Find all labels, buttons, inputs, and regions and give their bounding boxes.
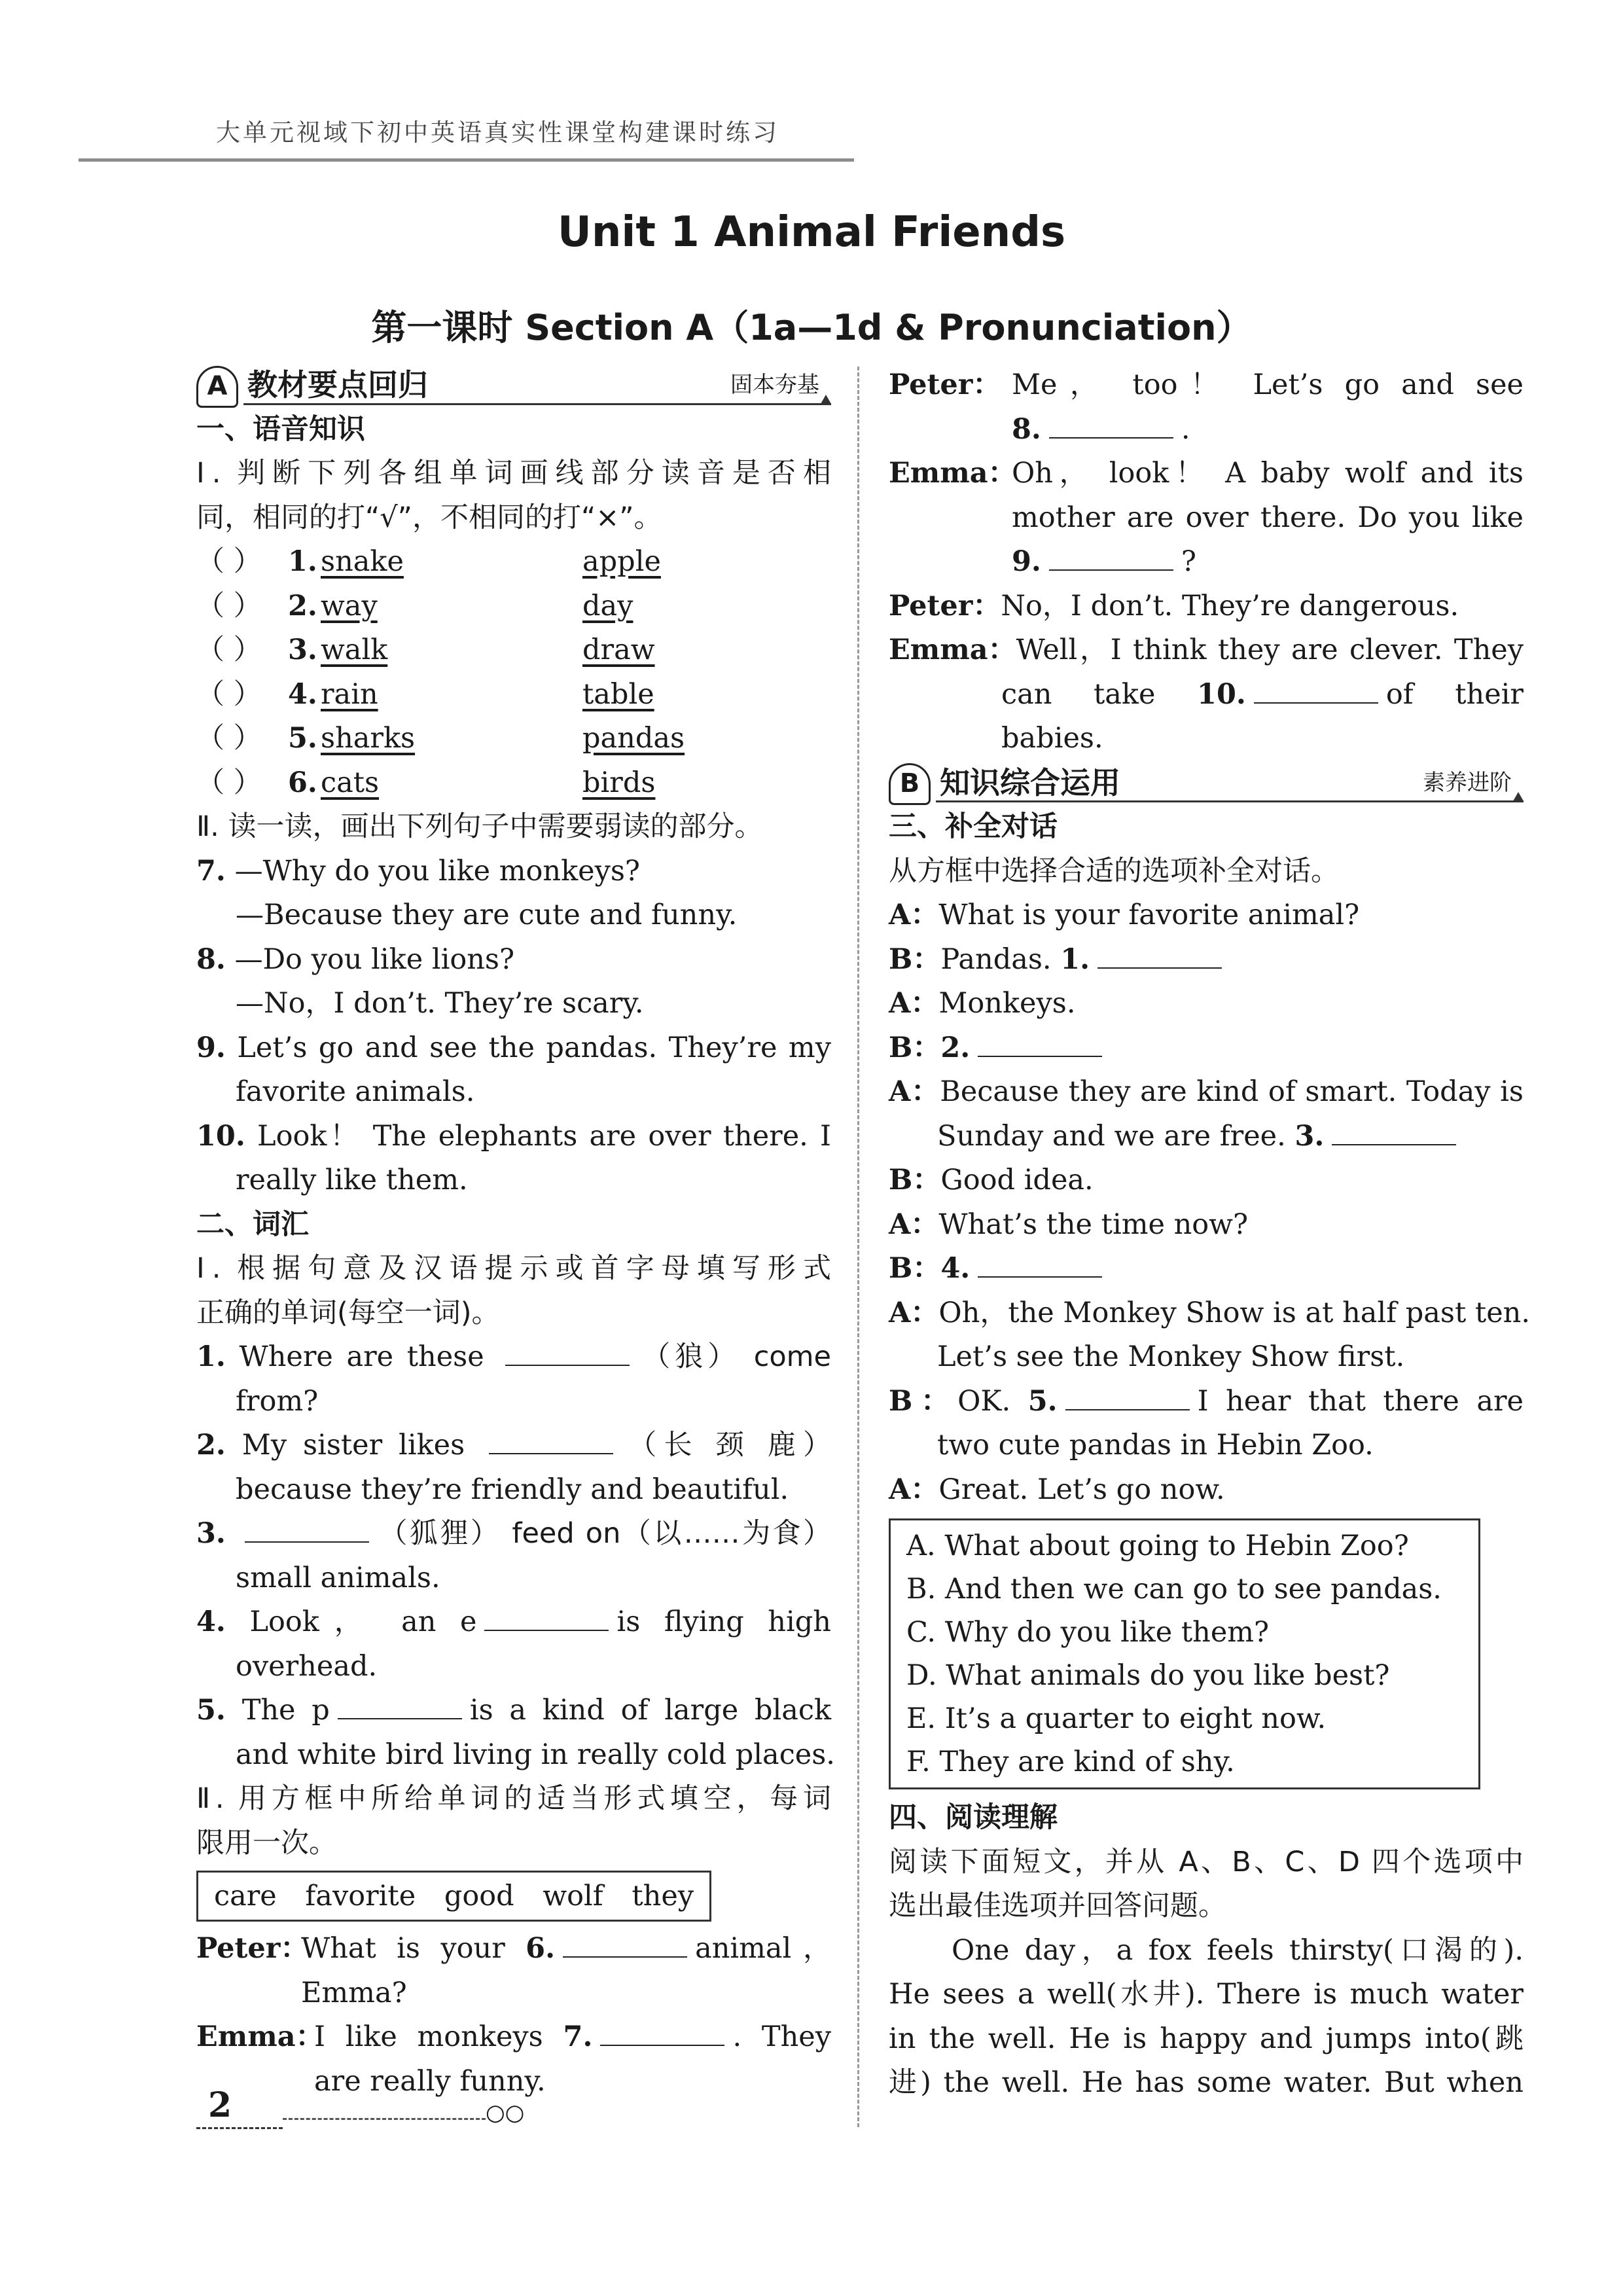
heading-dialogue: 三、补全对话 — [889, 810, 1058, 843]
answer-blank[interactable] — [1065, 1383, 1190, 1410]
instruction: Ⅰ. 判断下列各组单词画线部分读音是否相 — [196, 457, 831, 490]
circles-icon: ○○ — [486, 2100, 525, 2126]
answer-blank[interactable] — [1254, 676, 1378, 704]
dialogue-line: Emma： I like monkeys 7. . They — [196, 2015, 831, 2060]
triangle-icon — [821, 395, 831, 404]
phonics-item[interactable]: （ ） 2. way day — [196, 589, 633, 622]
answer-blank[interactable] — [1049, 411, 1173, 439]
word-box: care favorite good wolf they — [196, 1871, 711, 1922]
sentence[interactable]: really like them. — [236, 1164, 468, 1196]
heading-phonics: 一、语音知识 — [196, 412, 365, 446]
part-a-tag: 固本夯基 — [730, 372, 819, 398]
answer-blank[interactable] — [1049, 543, 1173, 571]
part-a-badge-icon: A — [196, 366, 238, 408]
phonics-item[interactable]: （ ） 3. walk draw — [196, 634, 655, 666]
phonics-item[interactable]: （ ） 1. snake apple — [196, 545, 661, 578]
answer-blank[interactable] — [600, 2018, 724, 2046]
sentence[interactable]: Look！ The elephants are over there. I — [257, 1119, 831, 1153]
answer-blank[interactable] — [505, 1338, 630, 1366]
phonics-item[interactable]: （ ） 4. rain table — [196, 677, 654, 711]
instruction: 从方框中选择合适的选项补全对话。 — [889, 854, 1339, 888]
answer-blank[interactable] — [484, 1604, 609, 1631]
option-item: C. Why do you like them? — [906, 1616, 1270, 1649]
unit-title: Unit 1 Animal Friends — [557, 208, 1066, 257]
answer-blank[interactable] — [245, 1515, 369, 1543]
instruction: 阅读下面短文，并从 A、B、C、D 四个选项中 — [889, 1845, 1524, 1878]
answer-blank[interactable] — [978, 1030, 1102, 1057]
left-column: A 教材要点回归 固本夯基 一、语音知识 Ⅰ. 判断下列各组单词画线部分读音是否相 同，相同的打“√”，不相同的打“×”。 （ ） 1. snake apple （ ） 2. way day （ ） 3. walk draw （ ） 4. rain table （ ） 5. sharks pandas （ ） 6. cats birds Ⅱ. 读一读，画出下列句子中需要弱读的部分。 7. —Why do you like monkeys? —Because they are cute and funny. 8. —Do you like lions? —No，I don’t. They’re scary. 9. Let’s go and see the pandas. They’re my favorite animals. 10. Look！ The elephants are over there. I really like them. 二、词汇 Ⅰ. 根据句意及汉语提示或首字母填写形式 正确的单词(每空一词)。 1. Where are these （狼） come from? 2. My sister likes （长 颈 鹿） because they’re friendly and beautiful. 3. （狐狸） feed on（以……为食） small animals. 4. Look， an e is flying high overhead. 5. The p is a kind of large black and white bird living in really cold places. Ⅱ. 用方框中所给单词的适当形式填空，每词 限用一次。 care favorite good wolf they Peter： What is your 6. animal， Emma? Emma： I like monkeys 7. . They are really funny. — [196, 363, 831, 2104]
sentence[interactable]: —Why do you like monkeys? — [234, 854, 640, 888]
instruction: 限用一次。 — [196, 1826, 337, 1859]
option-item: F. They are kind of shy. — [906, 1746, 1235, 1778]
sentence[interactable]: —Do you like lions? — [234, 942, 515, 976]
header-rule — [79, 158, 854, 162]
passage-line: 进) the well. He has some water. But when — [889, 2066, 1524, 2099]
part-b-badge-icon: B — [889, 763, 931, 805]
dialogue-line: Peter： Me， too！ Let’s go and see — [889, 368, 1524, 401]
answer-blank[interactable] — [338, 1692, 462, 1719]
answer-blank[interactable] — [1097, 941, 1222, 969]
instruction: Ⅱ. 用方框中所给单词的适当形式填空，每词 — [196, 1782, 831, 1815]
options-box — [889, 1518, 1480, 1789]
sentence[interactable]: Let’s go and see the pandas. They’re my — [237, 1031, 831, 1064]
part-b-title: 知识综合运用 — [940, 764, 1120, 800]
instruction: Ⅰ. 根据句意及汉语提示或首字母填写形式 — [196, 1252, 831, 1285]
instruction: 同，相同的打“√”，不相同的打“×”。 — [196, 501, 662, 534]
sentence[interactable]: favorite animals. — [236, 1075, 475, 1108]
triangle-icon — [1513, 792, 1524, 801]
section-title: 第一课时 Section A（1a—1d & Pronunciation） — [371, 307, 1252, 348]
passage-line: He sees a well(水井). There is much water — [889, 1978, 1524, 2011]
passage-line: One day，a fox feels thirsty(口渴的). — [952, 1933, 1524, 1967]
part-b-header — [889, 761, 1524, 806]
part-a-header — [196, 363, 831, 408]
instruction: Ⅱ. 读一读，画出下列句子中需要弱读的部分。 — [196, 810, 763, 843]
dialogue-line: Emma： Well，I think they are clever. They — [889, 634, 1524, 666]
phonics-item[interactable]: （ ） 6. cats birds — [196, 766, 656, 799]
page-number: 2 — [208, 2085, 232, 2125]
instruction: 选出最佳选项并回答问题。 — [889, 1890, 1226, 1922]
right-column: Peter： Me， too！ Let’s go and see 8. . Emma： Oh， look！ A baby wolf and its mother are over there. Do you like 9. ? Peter： No，I don’t. They’re dangerous. Emma： Well，I think they are clever. They can take 10. of their babies. B 知识综合运用 素养进阶 三、补全对话 从方框中选择合适的选项补全对话。 A：What is your favorite animal? B：Pandas. 1. A：Monkeys. B：2. A：Because they are kind of smart. Today is Sunday and we are free. 3. B：Good idea. A：What’s the time now? B：4. A：Oh，the Monkey Show is at half past ten. Let’s see the Monkey Show first. B：OK. 5. I hear that there are two cute pandas in Hebin Zoo. A：Great. Let’s go now. A. What about going to Hebin Zoo? B. And then we can go to see pandas. C. Why do you like them? D. What animals do you like best? E. It’s a quarter to eight now. F. They are kind of shy. 四、阅读理解 阅读下面短文，并从 A、B、C、D 四个选项中 选出最佳选项并回答问题。 One day，a fox feels thirsty(口渴的). He sees a well(水井). There is much water in the well. He is happy and jumps into(跳 进) the well. He has some water. But when — [889, 363, 1524, 2106]
option-item: A. What about going to Hebin Zoo? — [906, 1530, 1409, 1562]
option-item: E. It’s a quarter to eight now. — [906, 1702, 1327, 1735]
answer-blank[interactable] — [563, 1930, 687, 1958]
column-divider — [857, 367, 859, 2127]
series-header: 大单元视域下初中英语真实性课堂构建课时练习 — [216, 118, 779, 147]
part-b-tag: 素养进阶 — [1423, 769, 1512, 796]
passage-line: in the well. He is happy and jumps into(跳 — [889, 2022, 1524, 2055]
dialogue-line: Peter： What is your 6. animal， — [196, 1927, 831, 1971]
answer-blank[interactable] — [978, 1250, 1102, 1278]
option-item: D. What animals do you like best? — [906, 1659, 1390, 1692]
sentence[interactable]: —No，I don’t. They’re scary. — [236, 987, 644, 1020]
answer-blank[interactable] — [1332, 1118, 1456, 1145]
option-item: B. And then we can go to see pandas. — [906, 1573, 1442, 1605]
footer-dashed-line — [283, 2118, 486, 2120]
heading-vocabulary: 二、词汇 — [196, 1208, 309, 1241]
heading-reading: 四、阅读理解 — [889, 1801, 1058, 1834]
instruction: 正确的单词(每空一词)。 — [196, 1296, 500, 1329]
sentence[interactable]: —Because they are cute and funny. — [236, 899, 738, 931]
dialogue-line: Emma： Oh， look！ A baby wolf and its — [889, 457, 1524, 490]
phonics-item[interactable]: （ ） 5. sharks pandas — [196, 722, 685, 755]
dialogue-line: Peter： No，I don’t. They’re dangerous. — [889, 589, 1459, 622]
part-a-title: 教材要点回归 — [247, 367, 428, 403]
answer-blank[interactable] — [489, 1427, 613, 1454]
page-number-deco — [196, 2119, 283, 2129]
